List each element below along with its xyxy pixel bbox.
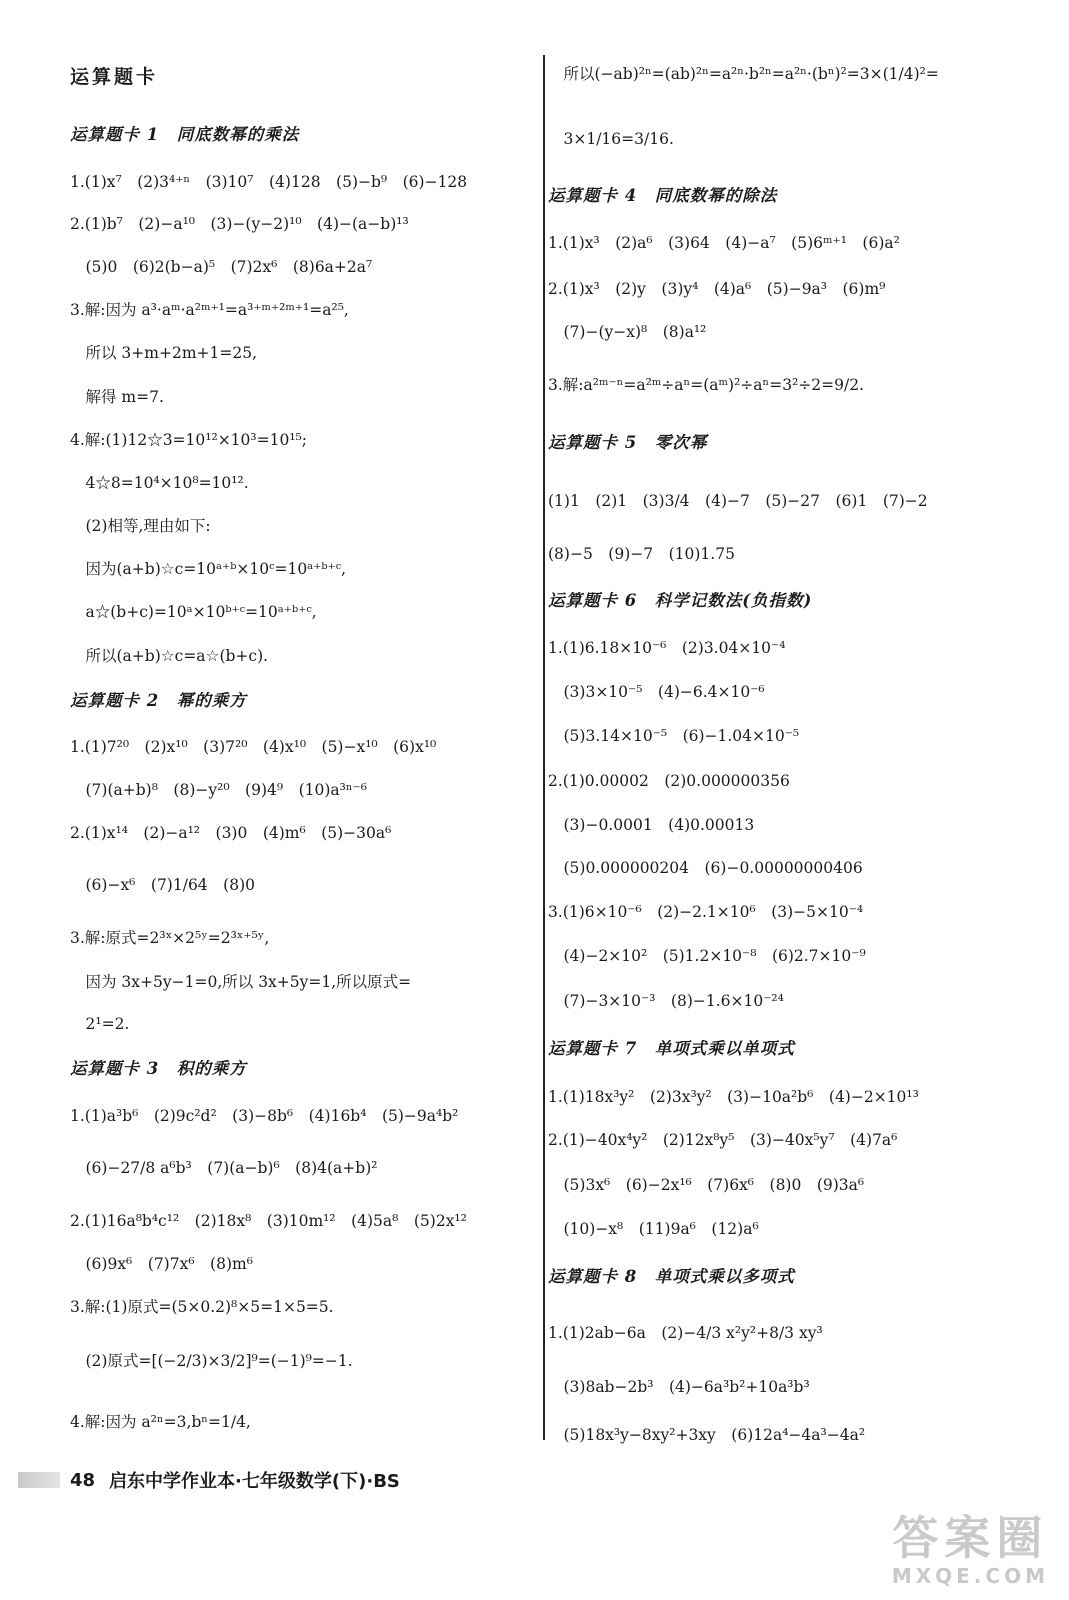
page-footer: [18, 1464, 400, 1496]
answer-line: 3×1/16=3/16.: [548, 130, 674, 148]
answer-line: (2)原式=[(−2/3)×3/2]⁹=(−1)⁹=−1.: [70, 1352, 353, 1370]
answer-line: 2.(1)0.00002 (2)0.000000356: [548, 772, 790, 790]
answer-line: (2)相等,理由如下:: [70, 517, 211, 535]
answer-line: 3.解:因为 a³·aᵐ·a²ᵐ⁺¹=a³⁺ᵐ⁺²ᵐ⁺¹=a²⁵,: [70, 301, 349, 319]
column-divider: [543, 55, 545, 1440]
answer-line: (1)1 (2)1 (3)3/4 (4)−7 (5)−27 (6)1 (7)−2: [548, 492, 928, 510]
answer-line: (3)3×10⁻⁵ (4)−6.4×10⁻⁶: [548, 683, 765, 701]
answer-line: 3.解:(1)原式=(5×0.2)⁸×5=1×5=5.: [70, 1298, 334, 1316]
section-title: 运算题卡 1 同底数幂的乘法: [70, 125, 300, 144]
answer-line: (6)−27/8 a⁶b³ (7)(a−b)⁶ (8)4(a+b)²: [70, 1159, 378, 1177]
answer-line: 2.(1)x¹⁴ (2)−a¹² (3)0 (4)m⁶ (5)−30a⁶: [70, 824, 392, 842]
page-number: 48: [70, 1469, 96, 1491]
answer-line: 1.(1)x³ (2)a⁶ (3)64 (4)−a⁷ (5)6ᵐ⁺¹ (6)a²: [548, 234, 900, 252]
main-title: 运算题卡: [70, 66, 159, 88]
watermark-domain: MXQE.COM: [891, 1564, 1049, 1588]
answer-line: 2.(1)−40x⁴y² (2)12x⁸y⁵ (3)−40x⁵y⁷ (4)7a⁶: [548, 1131, 898, 1149]
answer-line: (6)9x⁶ (7)7x⁶ (8)m⁶: [70, 1255, 253, 1273]
answer-line: 因为 3x+5y−1=0,所以 3x+5y=1,所以原式=: [70, 973, 412, 991]
answer-line: (3)8ab−2b³ (4)−6a³b²+10a³b³: [548, 1378, 810, 1396]
answer-line: (7)(a+b)⁸ (8)−y²⁰ (9)4⁹ (10)a³ⁿ⁻⁶: [70, 781, 367, 799]
answer-line: (5)3.14×10⁻⁵ (6)−1.04×10⁻⁵: [548, 727, 800, 745]
footer-decor-bar: [18, 1472, 60, 1488]
section-title: 运算题卡 2 幂的乘方: [70, 691, 247, 710]
answer-line: 3.(1)6×10⁻⁶ (2)−2.1×10⁶ (3)−5×10⁻⁴: [548, 903, 864, 921]
book-title: 启东中学作业本·七年级数学(下)·BS: [109, 1471, 400, 1492]
answer-line: (10)−x⁸ (11)9a⁶ (12)a⁶: [548, 1220, 759, 1238]
answer-line: 4.解:(1)12☆3=10¹²×10³=10¹⁵;: [70, 431, 307, 449]
answer-line: (5)0.000000204 (6)−0.00000000406: [548, 859, 863, 877]
section-title: 运算题卡 6 科学记数法(负指数): [548, 591, 813, 610]
answer-line: 1.(1)6.18×10⁻⁶ (2)3.04×10⁻⁴: [548, 639, 786, 657]
section-title: 运算题卡 7 单项式乘以单项式: [548, 1039, 795, 1058]
answer-line: (3)−0.0001 (4)0.00013: [548, 816, 755, 834]
answer-line: 解得 m=7.: [70, 388, 164, 406]
answer-line: 1.(1)2ab−6a (2)−4/3 x²y²+8/3 xy³: [548, 1324, 823, 1342]
answer-line: (5)0 (6)2(b−a)⁵ (7)2x⁶ (8)6a+2a⁷: [70, 258, 373, 276]
answer-line: 4.解:因为 a²ⁿ=3,bⁿ=1/4,: [70, 1413, 251, 1431]
answer-line: 1.(1)a³b⁶ (2)9c²d² (3)−8b⁶ (4)16b⁴ (5)−9a⁴b²: [70, 1107, 459, 1125]
site-watermark-logo: [892, 1512, 1049, 1588]
answer-line: (5)18x³y−8xy²+3xy (6)12a⁴−4a³−4a²: [548, 1426, 866, 1444]
answer-line: 1.(1)7²⁰ (2)x¹⁰ (3)7²⁰ (4)x¹⁰ (5)−x¹⁰ (6)x¹⁰: [70, 738, 437, 756]
answer-line: 2.(1)16a⁸b⁴c¹² (2)18x⁸ (3)10m¹² (4)5a⁸ (5)2x¹²: [70, 1212, 467, 1230]
answer-line: 1.(1)x⁷ (2)3⁴⁺ⁿ (3)10⁷ (4)128 (5)−b⁹ (6)−128: [70, 173, 468, 191]
watermark-text: 答案圈: [892, 1511, 1049, 1565]
answer-line: (7)−3×10⁻³ (8)−1.6×10⁻²⁴: [548, 992, 784, 1010]
section-title: 运算题卡 5 零次幂: [548, 433, 708, 452]
section-title: 运算题卡 8 单项式乘以多项式: [548, 1267, 795, 1286]
section-title: 运算题卡 3 积的乘方: [70, 1059, 247, 1078]
answer-line: (8)−5 (9)−7 (10)1.75: [548, 545, 735, 563]
answer-line: 2.(1)x³ (2)y (3)y⁴ (4)a⁶ (5)−9a³ (6)m⁹: [548, 280, 886, 298]
answer-line: 所以(a+b)☆c=a☆(b+c).: [70, 647, 269, 665]
answer-line: (5)3x⁶ (6)−2x¹⁶ (7)6x⁶ (8)0 (9)3a⁶: [548, 1176, 865, 1194]
answer-line: 2.(1)b⁷ (2)−a¹⁰ (3)−(y−2)¹⁰ (4)−(a−b)¹³: [70, 215, 409, 233]
section-title: 运算题卡 4 同底数幂的除法: [548, 186, 778, 205]
answer-line: 因为(a+b)☆c=10ᵃ⁺ᵇ×10ᶜ=10ᵃ⁺ᵇ⁺ᶜ,: [70, 560, 347, 578]
answer-line: 2¹=2.: [70, 1015, 130, 1033]
answer-line: 1.(1)18x³y² (2)3x³y² (3)−10a²b⁶ (4)−2×10¹³: [548, 1088, 919, 1106]
answer-line: (7)−(y−x)⁸ (8)a¹²: [548, 323, 707, 341]
answer-line: 3.解:原式=2³ˣ×2⁵ʸ=2³ˣ⁺⁵ʸ,: [70, 929, 270, 947]
answer-line: 所以(−ab)²ⁿ=(ab)²ⁿ=a²ⁿ·b²ⁿ=a²ⁿ·(bⁿ)²=3×(1/4)²=: [548, 65, 939, 83]
answer-line: 所以 3+m+2m+1=25,: [70, 344, 258, 362]
answer-line: 3.解:a²ᵐ⁻ⁿ=a²ᵐ÷aⁿ=(aᵐ)²÷aⁿ=3²÷2=9/2.: [548, 376, 864, 394]
answer-line: (6)−x⁶ (7)1/64 (8)0: [70, 876, 255, 894]
answer-line: a☆(b+c)=10ᵃ×10ᵇ⁺ᶜ=10ᵃ⁺ᵇ⁺ᶜ,: [70, 603, 317, 621]
answer-line: (4)−2×10² (5)1.2×10⁻⁸ (6)2.7×10⁻⁹: [548, 947, 866, 965]
answer-line: 4☆8=10⁴×10⁸=10¹².: [70, 474, 249, 492]
